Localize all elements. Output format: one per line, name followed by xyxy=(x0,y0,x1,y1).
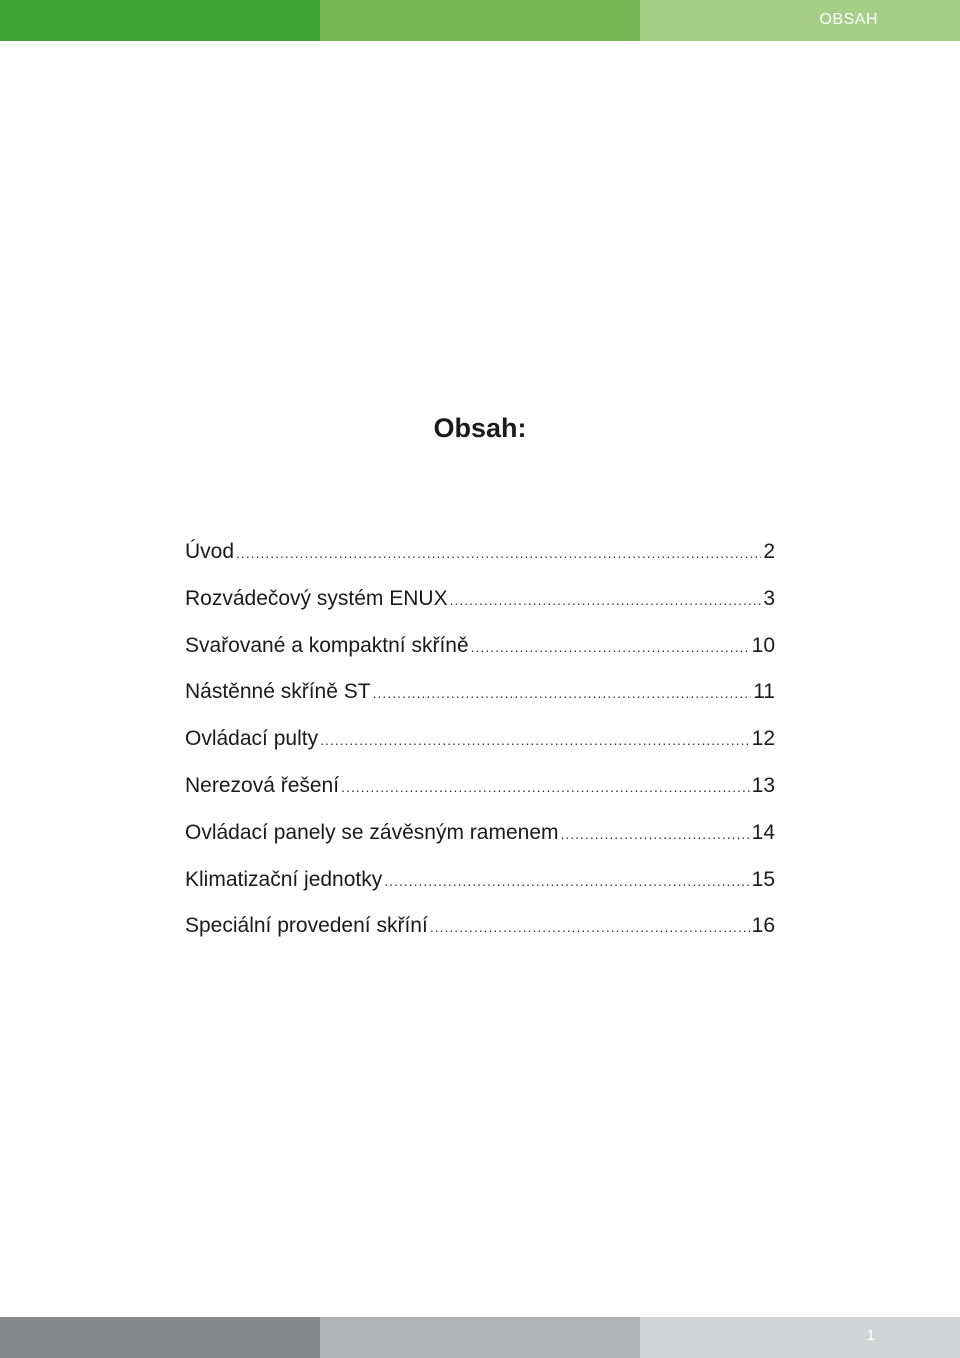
toc-entry[interactable] xyxy=(185,914,775,961)
toc-entry-page: 11 xyxy=(753,680,775,704)
footer-bar xyxy=(0,1317,960,1358)
header-segment-3 xyxy=(640,0,960,41)
footer-segment-3 xyxy=(640,1317,960,1358)
toc-entry-label: Nástěnné skříně ST xyxy=(185,680,371,704)
toc-entry-label: Ovládací pulty xyxy=(185,727,319,751)
toc-leader-dots xyxy=(373,685,752,701)
table-of-contents xyxy=(185,540,775,961)
header-segment-2 xyxy=(320,0,640,41)
toc-leader-dots xyxy=(471,639,750,655)
toc-entry-page: 16 xyxy=(751,914,775,938)
toc-entry-page: 15 xyxy=(751,867,775,891)
toc-leader-dots xyxy=(320,732,750,748)
toc-leader-dots xyxy=(430,919,750,935)
page-title: Obsah: xyxy=(433,413,527,443)
toc-entry-label: Ovládací panely se závěsným ramenem xyxy=(185,820,559,844)
toc-entry-label: Nerezová řešení xyxy=(185,773,340,797)
toc-entry-label: Svařované a kompaktní skříně xyxy=(185,633,469,657)
toc-entry-label: Klimatizační jednotky xyxy=(185,867,383,891)
toc-entry-label: Speciální provedení skříní xyxy=(185,914,428,938)
page-number: 1 xyxy=(866,1327,875,1344)
toc-entry-page: 13 xyxy=(751,773,775,797)
toc-entry-label: Úvod xyxy=(185,540,235,563)
toc-entry-page: 3 xyxy=(763,586,775,610)
toc-leader-dots xyxy=(384,873,749,889)
footer-segment-2 xyxy=(320,1317,640,1358)
toc-entry[interactable] xyxy=(185,868,775,915)
toc-entry[interactable] xyxy=(185,634,775,681)
toc-entry[interactable] xyxy=(185,821,775,868)
toc-leader-dots xyxy=(561,826,750,842)
toc-leader-dots xyxy=(341,779,750,795)
toc-entry[interactable] xyxy=(185,587,775,634)
toc-entry[interactable] xyxy=(185,680,775,727)
toc-entry-label: Rozvádečový systém ENUX xyxy=(185,586,448,610)
toc-leader-dots xyxy=(236,545,761,561)
toc-entry-page: 2 xyxy=(763,540,775,563)
toc-entry[interactable] xyxy=(185,540,775,587)
toc-entry[interactable] xyxy=(185,774,775,821)
toc-entry-page: 10 xyxy=(751,633,775,657)
toc-leader-dots xyxy=(450,592,762,608)
toc-entry-page: 14 xyxy=(751,820,775,844)
toc-entry[interactable] xyxy=(185,727,775,774)
header-bar xyxy=(0,0,960,41)
header-segment-1 xyxy=(0,0,320,41)
toc-entry-page: 12 xyxy=(751,727,775,751)
footer-segment-1 xyxy=(0,1317,320,1358)
section-label: OBSAH xyxy=(819,11,878,28)
